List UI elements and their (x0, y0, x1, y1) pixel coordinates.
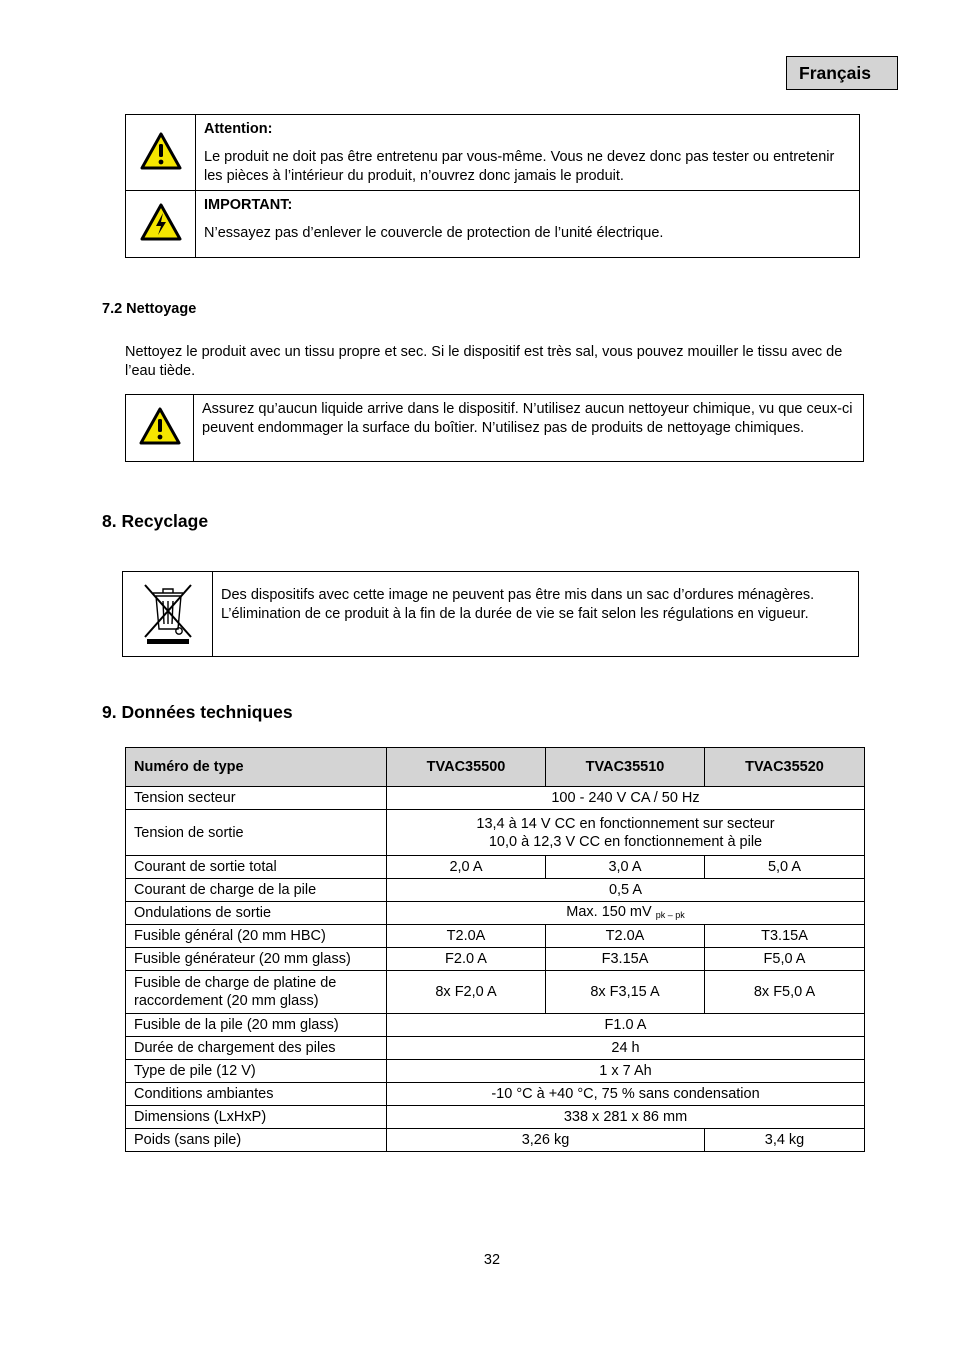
table-row (126, 1083, 865, 1106)
recycling-content (213, 572, 859, 657)
table-row (126, 856, 865, 879)
row-value: 3,26 kg (387, 1129, 705, 1152)
warning-table (125, 114, 860, 258)
row-value-line-1: 13,4 à 14 V CC en fonctionnement sur secteur (476, 815, 775, 832)
technical-data-table (125, 747, 865, 1152)
section-8-heading (102, 511, 208, 532)
row-label: Tension de sortie (126, 810, 387, 856)
ripple-subscript: pk – pk (655, 909, 685, 920)
section-9-title: Données techniques (121, 702, 293, 722)
table-row (126, 810, 865, 856)
row-label: Dimensions (LxHxP) (126, 1106, 387, 1129)
row-label: Fusible général (20 mm HBC) (126, 925, 387, 948)
table-header-row (126, 748, 865, 787)
row-value: -10 °C à +40 °C, 75 % sans condensation (387, 1083, 865, 1106)
row-label: Courant de sortie total (126, 856, 387, 879)
row-label: Durée de chargement des piles (126, 1037, 387, 1060)
cleaning-warning-text: Assurez qu’aucun liquide arrive dans le dispositif. N’utilisez aucun nettoyeur chimique, vu que ceux-ci peuvent endommager la surface du boîtier. N’utilisez pas de produits de nettoyage chimiques. (202, 401, 853, 436)
important-content (196, 191, 860, 258)
row-value: T3.15A (705, 925, 865, 948)
table-row (126, 902, 865, 925)
warning-content (196, 115, 860, 191)
high-voltage-icon (139, 202, 183, 242)
row-label: Fusible générateur (20 mm glass) (126, 948, 387, 971)
page-number: 32 (483, 1252, 501, 1268)
row-value: 8x F5,0 A (705, 971, 865, 1014)
header-tvac35520: TVAC35520 (705, 748, 865, 787)
section-8-number: 8. (102, 511, 117, 531)
row-label: Tension secteur (126, 787, 387, 810)
table-row (126, 971, 865, 1014)
row-value: 1 x 7 Ah (387, 1060, 865, 1083)
row-value (387, 902, 865, 925)
important-title: IMPORTANT: (204, 197, 293, 213)
warning-title: Attention: (204, 121, 273, 137)
table-row (126, 879, 865, 902)
row-value: 24 h (387, 1037, 865, 1060)
table-row (126, 1014, 865, 1037)
row-label: Poids (sans pile) (126, 1129, 387, 1152)
section-7-2-heading: 7.2 Nettoyage (102, 301, 197, 317)
row-value: F2.0 A (387, 948, 546, 971)
row-label-line-1: Fusible de charge de platine de (134, 975, 337, 991)
section-9-number: 9. (102, 702, 117, 722)
header-tvac35500: TVAC35500 (387, 748, 546, 787)
row-value (387, 810, 865, 856)
section-9-heading (102, 702, 293, 723)
row-value: F5,0 A (705, 948, 865, 971)
crossed-out-wheelie-bin-icon (139, 579, 197, 645)
row-value: 3,4 kg (705, 1129, 865, 1152)
warning-text: Le produit ne doit pas être entretenu par vous-même. Vous ne devez donc pas tester ou entretenir les pièces à l’intérieur du produit, n’ouvrez donc jamais le produit. (204, 149, 835, 184)
table-row (126, 1129, 865, 1152)
warning-row-important (126, 191, 860, 258)
recycling-icon-cell (123, 572, 213, 657)
header-type-number: Numéro de type (126, 748, 387, 787)
row-value: 3,0 A (546, 856, 705, 879)
row-value: 100 - 240 V CA / 50 Hz (387, 787, 865, 810)
table-row (126, 787, 865, 810)
row-value: 338 x 281 x 86 mm (387, 1106, 865, 1129)
voltage-icon-cell (126, 191, 196, 258)
row-label: Type de pile (12 V) (126, 1060, 387, 1083)
row-label: Conditions ambiantes (126, 1083, 387, 1106)
header-tvac35510: TVAC35510 (546, 748, 705, 787)
row-value: T2.0A (546, 925, 705, 948)
ripple-value: Max. 150 mV (566, 903, 652, 920)
warning-triangle-icon (138, 406, 182, 446)
language-badge: Français (786, 56, 898, 90)
cleaning-warning-content (194, 395, 864, 462)
row-value: 8x F3,15 A (546, 971, 705, 1014)
row-label-line-2: raccordement (20 mm glass) (134, 993, 319, 1009)
row-value: 8x F2,0 A (387, 971, 546, 1014)
table-row (126, 925, 865, 948)
row-value: 2,0 A (387, 856, 546, 879)
row-label (126, 971, 387, 1014)
cleaning-warning-table (125, 394, 864, 462)
row-value: T2.0A (387, 925, 546, 948)
row-label: Ondulations de sortie (126, 902, 387, 925)
table-row (126, 1060, 865, 1083)
table-row (126, 948, 865, 971)
row-label: Courant de charge de la pile (126, 879, 387, 902)
warning-row-attention (126, 115, 860, 191)
table-row (126, 1037, 865, 1060)
warning-triangle-icon (139, 131, 183, 171)
section-7-2-paragraph: Nettoyez le produit avec un tissu propre et sec. Si le dispositif est très sal, vous pouvez mouiller le tissu avec de l’eau tiède. (125, 344, 843, 379)
row-value: 0,5 A (387, 879, 865, 902)
important-text: N’essayez pas d’enlever le couvercle de protection de l’unité électrique. (204, 225, 664, 241)
row-value: F3.15A (546, 948, 705, 971)
section-8-title: Recyclage (121, 511, 209, 531)
warning-icon-cell (126, 115, 196, 191)
row-label: Fusible de la pile (20 mm glass) (126, 1014, 387, 1037)
recycling-text: Des dispositifs avec cette image ne peuvent pas être mis dans un sac d’ordures ménagères. L’élimination de ce produit à la fin de la durée de vie se fait selon les régulations en vigueur. (221, 587, 815, 622)
cleaning-warning-icon-cell (126, 395, 194, 462)
row-value: F1.0 A (387, 1014, 865, 1037)
table-row (126, 1106, 865, 1129)
row-value-line-2: 10,0 à 12,3 V CC en fonctionnement à pile (488, 833, 763, 850)
recycling-table (122, 571, 859, 657)
row-value: 5,0 A (705, 856, 865, 879)
